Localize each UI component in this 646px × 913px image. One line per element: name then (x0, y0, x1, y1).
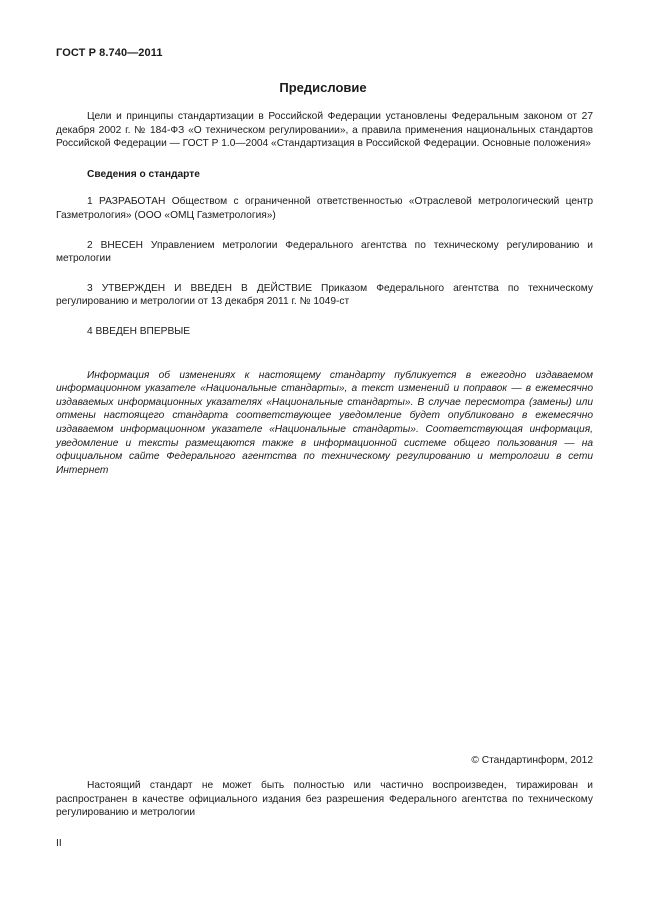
standard-info-item-4: 4 ВВЕДЕН ВПЕРВЫЕ (87, 325, 191, 337)
standard-info-item-2: 2 ВНЕСЕН Управлением метрологии Федерального агентства по техническому регулированию и метрологии (56, 239, 593, 265)
page-title: Предисловие (279, 80, 367, 95)
standard-info-item-3: 3 УТВЕРЖДЕН И ВВЕДЕН В ДЕЙСТВИЕ Приказом Федерального агентства по техническому регулированию и метрологии от 13 декабря 2011 г. № 1049-ст (56, 282, 593, 308)
intro-paragraph: Цели и принципы стандартизации в Российской Федерации установлены Федеральным законом от 27 декабря 2002 г. № 184-ФЗ «О техническом регулировании», а правила применения национальных стандартов Российской Федерации — ГОСТ Р 1.0—2004 «Стандартизация в Российской Федерации. Основные положения» (56, 111, 593, 150)
preface-content (56, 110, 593, 477)
changes-info-paragraph: Информация об изменениях к настоящему стандарту публикуется в ежегодно издаваемом информационном указателе «Национальные стандарты», а текст изменений и поправок — в ежемесячно издаваемых информационных указателях «Национальные стандарты». В случае пересмотра (замены) или отмены настоящего стандарта соответствующее уведомление будет опубликовано в ежемесячно издаваемом информационном указателе «Национальные стандарты». Соответствующая информация, уведомление и тексты размещаются также в информационной системе общего пользования — на официальном сайте Федерального агентства по техническому регулированию и метрологии в сети Интернет (56, 369, 593, 476)
page-number: II (56, 838, 62, 849)
reproduction-notice: Настоящий стандарт не может быть полностью или частично воспроизведен, тиражирован и распространен в качестве официального издания без разрешения Федерального агентства по техническому регулированию и метрологии (56, 780, 593, 819)
copyright-notice: © Стандартинформ, 2012 (471, 755, 593, 766)
section-title: Сведения о стандарте (87, 168, 200, 180)
document-code: ГОСТ Р 8.740—2011 (56, 47, 163, 59)
standard-info-item-1: 1 РАЗРАБОТАН Обществом с ограниченной ответственностью «Отраслевой метрологический центр Газметрология» (ООО «ОМЦ Газметрология») (56, 196, 593, 221)
